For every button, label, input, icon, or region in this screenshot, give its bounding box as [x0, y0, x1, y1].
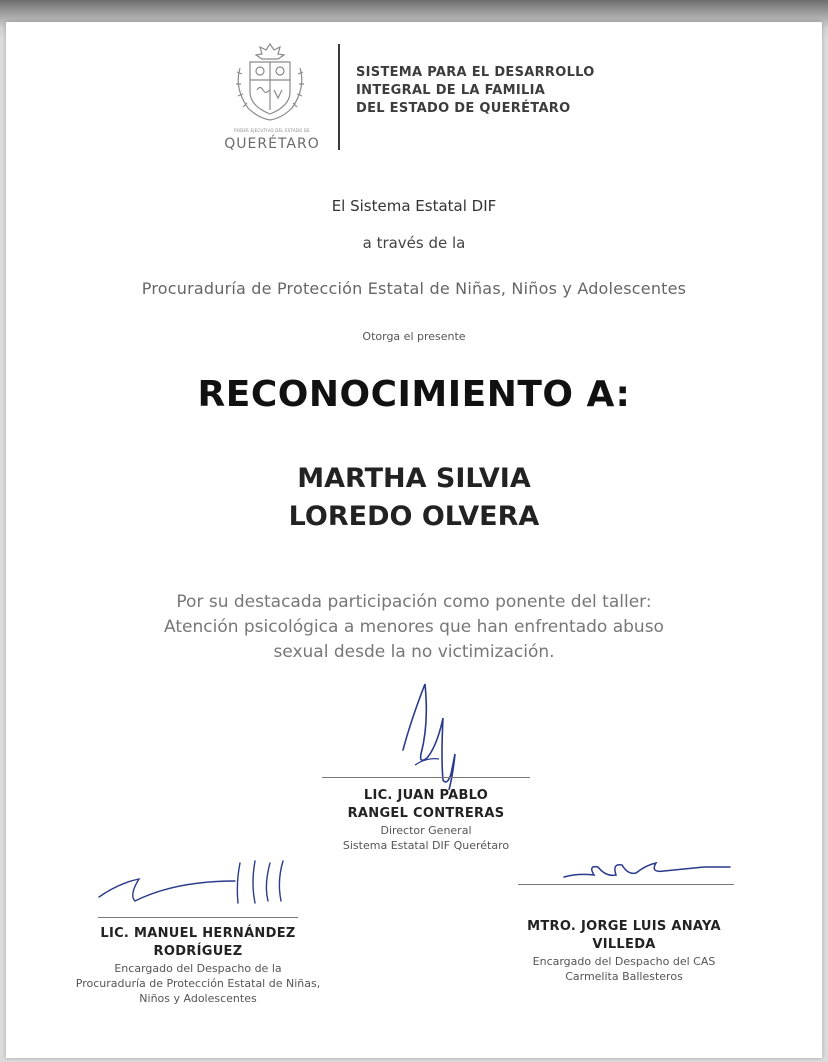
certificate-title: RECONOCIMIENTO A: [197, 374, 631, 415]
reason-line: sexual desde la no victimización. [273, 642, 555, 662]
signer-role-line: Niños y Adolescentes [139, 992, 257, 1005]
grants-line: Otorga el presente [362, 330, 466, 343]
signer-role-line: Encargado del Despacho del CAS [532, 955, 716, 968]
recognition-reason [0, 590, 828, 665]
seal-state-name: QUERÉTARO [224, 136, 320, 152]
issuer-line: El Sistema Estatal DIF [331, 197, 497, 215]
signer-name-line: VILLEDA [592, 937, 656, 952]
procuraduria-line: Procuraduría de Protección Estatal de Niñas, Niños y Adolescentes [141, 279, 687, 298]
left-signer [48, 925, 348, 1006]
signer-role-line: Carmelita Ballesteros [565, 970, 683, 983]
certificate-paper [6, 22, 822, 1058]
signer-name-line: MTRO. JORGE LUIS ANAYA [527, 919, 721, 934]
center-signature [385, 680, 485, 790]
left-signature [95, 855, 295, 915]
reason-line: Por su destacada participación como ponente del taller: [176, 592, 652, 612]
signer-name-line: LIC. MANUEL HERNÁNDEZ [100, 926, 296, 941]
via-line: a través de la [362, 234, 466, 252]
recipient-name-line: LOREDO OLVERA [288, 501, 540, 532]
organization-name [356, 64, 656, 118]
signer-name-line: LIC. JUAN PABLO [363, 788, 489, 803]
right-signature-line [518, 884, 734, 885]
recipient-name-line: MARTHA SILVIA [297, 463, 531, 494]
org-name-line: INTEGRAL DE LA FAMILIA [356, 83, 546, 98]
reason-line: Atención psicológica a menores que han enfrentado abuso [164, 617, 664, 637]
right-signer [474, 918, 774, 984]
signer-name-line: RANGEL CONTRERAS [347, 806, 505, 821]
left-signature-line [98, 917, 298, 918]
signer-role-line: Procuraduría de Protección Estatal de Niñas, [75, 977, 321, 990]
center-signature-line [322, 777, 530, 778]
org-name-line: DEL ESTADO DE QUERÉTARO [356, 101, 571, 116]
signer-role-line: Director General [380, 824, 472, 837]
header-divider [338, 44, 340, 150]
org-name-line: SISTEMA PARA EL DESARROLLO [356, 65, 595, 80]
signer-role-line: Sistema Estatal DIF Querétaro [342, 839, 510, 852]
seal-caption: PODER EJECUTIVO DEL ESTADO DE [234, 128, 310, 133]
signer-name-line: RODRÍGUEZ [153, 944, 243, 959]
center-signer [276, 787, 576, 853]
state-seal-icon [230, 40, 310, 125]
recipient-name [0, 460, 828, 536]
signer-role-line: Encargado del Despacho de la [114, 962, 282, 975]
